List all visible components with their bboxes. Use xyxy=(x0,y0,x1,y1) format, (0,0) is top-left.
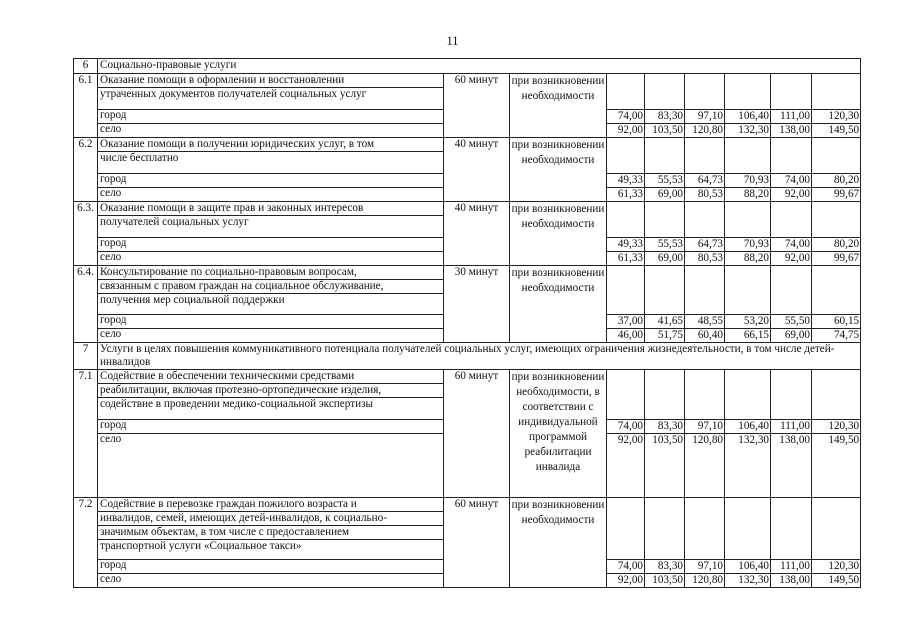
price-cell: 138,00 xyxy=(771,574,812,588)
price-cell: 149,50 xyxy=(812,434,861,498)
price-cell: 138,00 xyxy=(771,124,812,138)
price-blank-cell xyxy=(645,138,685,174)
price-cell: 106,40 xyxy=(725,110,771,124)
price-cell: 74,00 xyxy=(607,560,645,574)
price-blank-cell xyxy=(725,266,771,315)
price-cell: 64,73 xyxy=(685,174,725,188)
price-cell: 60,15 xyxy=(812,315,861,329)
service-name-line: Консультирование по социально-правовым вопросам, xyxy=(98,266,443,280)
price-blank-cell xyxy=(812,498,861,560)
price-blank-cell xyxy=(685,202,725,238)
location-label: село xyxy=(98,434,444,498)
price-blank-cell xyxy=(685,370,725,420)
price-cell: 66,15 xyxy=(725,329,771,343)
service-name-line: транспортной услуги «Социальное такси» xyxy=(100,540,302,552)
service-name-line: связанным с правом граждан на социальное обслуживание, xyxy=(98,280,443,294)
service-time-norm: 40 минут xyxy=(444,202,510,266)
price-cell: 55,53 xyxy=(645,238,685,252)
location-label: город xyxy=(98,420,444,434)
price-cell: 106,40 xyxy=(725,560,771,574)
service-frequency: при возникновении необходимости xyxy=(510,202,607,266)
price-cell: 70,93 xyxy=(725,174,771,188)
price-blank-cell xyxy=(771,138,812,174)
service-name-line: утраченных документов получателей социальных услуг xyxy=(100,88,367,100)
service-row xyxy=(74,370,861,420)
service-name xyxy=(98,202,444,238)
price-cell: 80,20 xyxy=(812,238,861,252)
price-blank-cell xyxy=(685,498,725,560)
price-cell: 69,00 xyxy=(771,329,812,343)
price-cell: 97,10 xyxy=(685,560,725,574)
price-blank-cell xyxy=(645,74,685,110)
service-name-line: содействие в проведении медико-социальной экспертизы xyxy=(100,398,374,410)
price-cell: 55,53 xyxy=(645,174,685,188)
service-row xyxy=(74,138,861,174)
service-number: 6.1 xyxy=(74,74,98,138)
service-row xyxy=(74,202,861,238)
price-cell: 83,30 xyxy=(645,420,685,434)
price-cell: 92,00 xyxy=(771,252,812,266)
service-name-line: реабилитации, включая протезно-ортопедические изделия, xyxy=(98,384,443,398)
price-blank-cell xyxy=(725,138,771,174)
price-cell: 83,30 xyxy=(645,110,685,124)
price-cell: 97,10 xyxy=(685,110,725,124)
price-blank-cell xyxy=(685,266,725,315)
section-number: 7 xyxy=(74,343,98,370)
price-blank-cell xyxy=(685,74,725,110)
price-blank-cell xyxy=(771,266,812,315)
price-cell: 74,00 xyxy=(771,174,812,188)
price-cell: 111,00 xyxy=(771,110,812,124)
section-row xyxy=(74,59,861,74)
service-name xyxy=(98,266,444,315)
price-cell: 83,30 xyxy=(645,560,685,574)
price-cell: 92,00 xyxy=(607,574,645,588)
price-cell: 120,30 xyxy=(812,560,861,574)
price-cell: 69,00 xyxy=(645,188,685,202)
service-time-norm: 30 минут xyxy=(444,266,510,343)
price-cell: 92,00 xyxy=(607,124,645,138)
price-cell: 120,80 xyxy=(685,434,725,498)
price-cell: 103,50 xyxy=(645,434,685,498)
section-row xyxy=(74,343,861,370)
price-cell: 69,00 xyxy=(645,252,685,266)
service-name-line: Содействие в перевозке граждан пожилого возраста и xyxy=(98,498,443,512)
price-cell: 111,00 xyxy=(771,420,812,434)
price-cell: 120,30 xyxy=(812,110,861,124)
price-blank-cell xyxy=(645,498,685,560)
service-number: 6.4. xyxy=(74,266,98,343)
price-cell: 49,33 xyxy=(607,238,645,252)
price-blank-cell xyxy=(725,74,771,110)
price-cell: 92,00 xyxy=(607,434,645,498)
price-cell: 60,40 xyxy=(685,329,725,343)
service-number: 6.2 xyxy=(74,138,98,202)
price-blank-cell xyxy=(812,74,861,110)
price-cell: 149,50 xyxy=(812,124,861,138)
service-frequency: при возникновении необходимости xyxy=(510,498,607,588)
service-frequency: при возникновении необходимости xyxy=(510,266,607,343)
price-blank-cell xyxy=(812,266,861,315)
price-blank-cell xyxy=(812,202,861,238)
service-name-line: Оказание помощи в получении юридических услуг, в том xyxy=(98,138,443,152)
price-cell: 48,55 xyxy=(685,315,725,329)
service-name-line: инвалидов, семей, имеющих детей-инвалидов, к социально- xyxy=(98,512,443,526)
service-name-line: Содействие в обеспечении техническими средствами xyxy=(98,370,443,384)
price-cell: 99,67 xyxy=(812,252,861,266)
service-name xyxy=(98,370,444,420)
service-name-line: Оказание помощи в оформлении и восстановлении xyxy=(98,74,443,88)
price-cell: 46,00 xyxy=(607,329,645,343)
price-cell: 149,50 xyxy=(812,574,861,588)
price-cell: 53,20 xyxy=(725,315,771,329)
tariff-table xyxy=(73,58,861,588)
service-row xyxy=(74,498,861,560)
service-name-line: получателей социальных услуг xyxy=(100,216,249,228)
table-body xyxy=(74,59,861,588)
price-cell: 88,20 xyxy=(725,188,771,202)
service-name xyxy=(98,138,444,174)
price-cell: 103,50 xyxy=(645,574,685,588)
price-cell: 106,40 xyxy=(725,420,771,434)
price-cell: 74,00 xyxy=(607,420,645,434)
service-name-line: Оказание помощи в защите прав и законных интересов xyxy=(98,202,443,216)
location-label: село xyxy=(98,329,444,343)
price-blank-cell xyxy=(771,202,812,238)
service-frequency: при возникновении необходимости, в соответствии с индивидуальной программой реабилитации инвалида xyxy=(510,370,607,498)
price-blank-cell xyxy=(725,370,771,420)
service-name-line: числе бесплатно xyxy=(100,152,179,164)
price-cell: 80,20 xyxy=(812,174,861,188)
service-time-norm: 60 минут xyxy=(444,74,510,138)
price-blank-cell xyxy=(645,202,685,238)
price-blank-cell xyxy=(771,74,812,110)
price-cell: 92,00 xyxy=(771,188,812,202)
price-cell: 55,50 xyxy=(771,315,812,329)
price-cell: 70,93 xyxy=(725,238,771,252)
location-label: село xyxy=(98,124,444,138)
price-cell: 88,20 xyxy=(725,252,771,266)
service-frequency: при возникновении необходимости xyxy=(510,138,607,202)
price-blank-cell xyxy=(725,498,771,560)
price-blank-cell xyxy=(771,370,812,420)
price-blank-cell xyxy=(812,138,861,174)
service-time-norm: 60 минут xyxy=(444,370,510,498)
service-name xyxy=(98,74,444,110)
price-blank-cell xyxy=(607,138,645,174)
price-cell: 103,50 xyxy=(645,124,685,138)
price-blank-cell xyxy=(645,370,685,420)
price-cell: 64,73 xyxy=(685,238,725,252)
price-blank-cell xyxy=(607,202,645,238)
price-cell: 80,53 xyxy=(685,252,725,266)
price-cell: 97,10 xyxy=(685,420,725,434)
section-title: Социально-правовые услуги xyxy=(98,59,861,74)
price-blank-cell xyxy=(725,202,771,238)
price-cell: 61,33 xyxy=(607,252,645,266)
price-blank-cell xyxy=(607,370,645,420)
price-cell: 74,00 xyxy=(607,110,645,124)
service-number: 7.2 xyxy=(74,498,98,588)
price-cell: 99,67 xyxy=(812,188,861,202)
price-cell: 61,33 xyxy=(607,188,645,202)
location-label: село xyxy=(98,252,444,266)
price-cell: 51,75 xyxy=(645,329,685,343)
price-blank-cell xyxy=(685,138,725,174)
location-label: город xyxy=(98,238,444,252)
service-row xyxy=(74,74,861,110)
location-label: город xyxy=(98,110,444,124)
price-cell: 132,30 xyxy=(725,124,771,138)
location-label: город xyxy=(98,560,444,574)
service-row xyxy=(74,266,861,315)
price-cell: 138,00 xyxy=(771,434,812,498)
price-cell: 120,30 xyxy=(812,420,861,434)
location-label: город xyxy=(98,174,444,188)
price-blank-cell xyxy=(607,498,645,560)
section-number: 6 xyxy=(74,59,98,74)
price-cell: 80,53 xyxy=(685,188,725,202)
price-cell: 132,30 xyxy=(725,574,771,588)
service-frequency: при возникновении необходимости xyxy=(510,74,607,138)
service-number: 6.3. xyxy=(74,202,98,266)
service-name xyxy=(98,498,444,560)
price-blank-cell xyxy=(771,498,812,560)
service-name-line: значимым объектам, в том числе с предоставлением xyxy=(98,526,443,540)
location-label: село xyxy=(98,574,444,588)
location-label: село xyxy=(98,188,444,202)
price-blank-cell xyxy=(607,74,645,110)
price-cell: 111,00 xyxy=(771,560,812,574)
price-cell: 74,00 xyxy=(771,238,812,252)
service-number: 7.1 xyxy=(74,370,98,498)
price-cell: 120,80 xyxy=(685,574,725,588)
service-time-norm: 60 минут xyxy=(444,498,510,588)
price-cell: 120,80 xyxy=(685,124,725,138)
price-blank-cell xyxy=(607,266,645,315)
price-blank-cell xyxy=(645,266,685,315)
price-cell: 41,65 xyxy=(645,315,685,329)
price-cell: 74,75 xyxy=(812,329,861,343)
location-label: город xyxy=(98,315,444,329)
price-cell: 49,33 xyxy=(607,174,645,188)
service-name-line: получения мер социальной поддержки xyxy=(100,294,285,306)
section-title: Услуги в целях повышения коммуникативного потенциала получателей социальных услуг, имеющих ограничения жизнедеятельности, в том числе детей-инвалидов xyxy=(98,343,861,370)
service-time-norm: 40 минут xyxy=(444,138,510,202)
price-cell: 132,30 xyxy=(725,434,771,498)
price-blank-cell xyxy=(812,370,861,420)
page-number: 11 xyxy=(446,34,459,48)
price-cell: 37,00 xyxy=(607,315,645,329)
